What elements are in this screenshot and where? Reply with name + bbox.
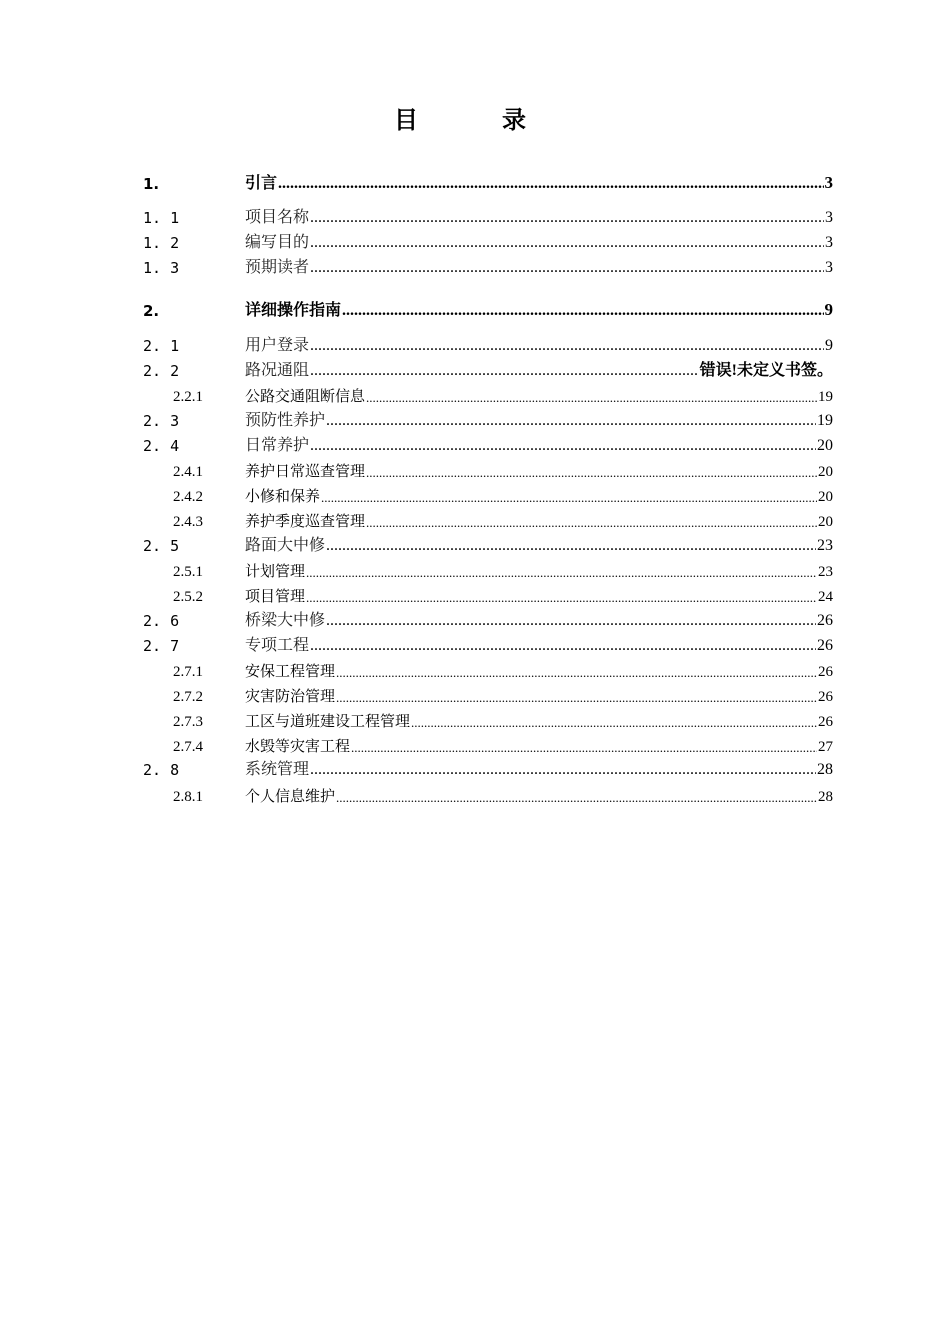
leader-dots	[351, 740, 817, 756]
toc-entry-page: 26	[818, 664, 833, 680]
toc-entry-page: 9	[824, 300, 833, 319]
toc-entry-page: 20	[818, 489, 833, 505]
toc-entry-2-4-1[interactable]	[143, 457, 833, 481]
leader-dots	[310, 337, 824, 355]
leader-dots	[366, 390, 817, 406]
toc-entry-2-8[interactable]	[143, 755, 833, 779]
toc-entry-page: 3	[825, 259, 833, 276]
leader-dots	[326, 537, 816, 555]
toc-entry-number: 1. 1	[143, 209, 180, 227]
toc-entry-2-2[interactable]	[143, 356, 833, 380]
toc-entry-page: 9	[825, 337, 833, 354]
toc-entry-2-7-2[interactable]	[143, 682, 833, 706]
toc-entry-page: 19	[818, 389, 833, 405]
leader-dots	[306, 590, 817, 606]
toc-entry-2-4-2[interactable]	[143, 482, 833, 506]
toc-entry-number: 2.5.1	[173, 564, 203, 580]
leader-dots	[326, 612, 816, 630]
toc-entry-text: 路面大中修	[245, 535, 326, 554]
toc-entry-number: 2. 3	[143, 412, 180, 430]
toc-entry-page: 23	[818, 564, 833, 580]
toc-entry-page: 23	[817, 537, 833, 554]
toc-entry-2-5-2[interactable]	[143, 582, 833, 606]
toc-entry-text: 养护日常巡查管理	[245, 462, 366, 480]
toc-entry-text: 项目管理	[245, 587, 306, 605]
toc-entry-number: 2.7.1	[173, 664, 203, 680]
toc-entry-number: 2. 2	[143, 362, 180, 380]
toc-entry-text: 小修和保养	[245, 487, 321, 505]
toc-entry-page: 20	[818, 464, 833, 480]
toc-entry-2-3[interactable]	[143, 406, 833, 430]
toc-entry-text: 路况通阻	[245, 360, 310, 379]
toc-entry-number: 1. 2	[143, 234, 180, 252]
leader-dots	[278, 175, 823, 193]
toc-entry-2-6[interactable]	[143, 606, 833, 630]
toc-entry-text: 详细操作指南	[245, 300, 342, 319]
toc-entry-page: 28	[818, 789, 833, 805]
toc-entry-text: 工区与道班建设工程管理	[245, 712, 411, 730]
toc-entry-text: 灾害防治管理	[245, 687, 336, 705]
leader-dots	[310, 761, 816, 779]
leader-dots	[310, 259, 824, 277]
toc-entry-number: 2.7.3	[173, 714, 203, 730]
toc-entry-1-2[interactable]	[143, 228, 833, 252]
toc-entry-text: 用户登录	[245, 335, 310, 354]
toc-entry-2[interactable]	[143, 296, 833, 320]
toc-entry-text: 专项工程	[245, 635, 310, 654]
leader-dots	[326, 412, 816, 430]
toc-entry-number: 2. 4	[143, 437, 180, 455]
toc-entry-number: 2. 5	[143, 537, 180, 555]
leader-dots	[336, 690, 817, 706]
toc-entry-page: 26	[818, 689, 833, 705]
toc-entry-number: 2.2.1	[173, 389, 203, 405]
toc-entry-1-3[interactable]	[143, 253, 833, 277]
toc-entry-2-5-1[interactable]	[143, 557, 833, 581]
toc-entry-text: 计划管理	[245, 562, 306, 580]
toc-entry-2-1[interactable]	[143, 331, 833, 355]
toc-entry-2-7-1[interactable]	[143, 657, 833, 681]
toc-entry-page: 26	[818, 714, 833, 730]
toc-entry-2-2-1[interactable]	[143, 382, 833, 406]
toc-entry-2-7[interactable]	[143, 631, 833, 655]
leader-dots	[310, 209, 824, 227]
toc-entry-page: 3	[825, 234, 833, 251]
toc-entry-page: 3	[824, 173, 833, 192]
leader-dots	[366, 465, 817, 481]
toc-entry-number: 2.7.2	[173, 689, 203, 705]
toc-entry-page: 24	[818, 589, 833, 605]
toc-entry-number: 2.4.3	[173, 514, 203, 530]
toc-entry-number: 2.7.4	[173, 739, 203, 755]
toc-entry-number: 1.	[143, 175, 160, 193]
toc-title: 目 录	[394, 106, 556, 134]
bookmark-error: 错误!未定义书签。	[699, 362, 833, 379]
toc-entry-page: 26	[817, 612, 833, 629]
toc-entry-text: 项目名称	[245, 207, 310, 226]
toc-entry-number: 2. 7	[143, 637, 180, 655]
toc-entry-number: 2. 8	[143, 761, 180, 779]
toc-entry-page: 19	[817, 412, 833, 429]
toc-entry-text: 日常养护	[245, 435, 310, 454]
toc-entry-text: 预防性养护	[245, 410, 326, 429]
leader-dots	[336, 790, 817, 806]
leader-dots	[366, 515, 817, 531]
toc-entry-number: 2.8.1	[173, 789, 203, 805]
toc-entry-page: 28	[817, 761, 833, 778]
toc-entry-number: 2. 6	[143, 612, 180, 630]
leader-dots	[321, 490, 817, 506]
leader-dots	[342, 302, 823, 320]
toc-entry-text: 系统管理	[245, 759, 310, 778]
toc-entry-text: 编写目的	[245, 232, 310, 251]
toc-entry-text: 预期读者	[245, 257, 310, 276]
leader-dots	[310, 637, 816, 655]
toc-entry-text: 公路交通阻断信息	[245, 387, 366, 405]
toc-entry-1[interactable]	[143, 169, 833, 193]
toc-entry-2-7-3[interactable]	[143, 707, 833, 731]
toc-entry-number: 2. 1	[143, 337, 180, 355]
toc-entry-text: 个人信息维护	[245, 787, 336, 805]
toc-entry-text: 桥梁大中修	[245, 610, 326, 629]
leader-dots	[310, 437, 816, 455]
toc-entry-text: 水毁等灾害工程	[245, 737, 351, 755]
leader-dots	[306, 565, 817, 581]
leader-dots	[336, 665, 817, 681]
toc-entry-text: 养护季度巡查管理	[245, 512, 366, 530]
toc-entry-page: 3	[825, 209, 833, 226]
toc-entry-2-4-3[interactable]	[143, 507, 833, 531]
toc-entry-number: 2.4.1	[173, 464, 203, 480]
leader-dots	[411, 715, 817, 731]
toc-entry-page: 20	[818, 514, 833, 530]
toc-entry-text: 引言	[245, 173, 278, 192]
toc-entry-2-8-1[interactable]	[143, 782, 833, 806]
toc-entry-2-4[interactable]	[143, 431, 833, 455]
toc-entry-1-1[interactable]	[143, 203, 833, 227]
toc-entry-page: 26	[817, 637, 833, 654]
leader-dots	[310, 362, 699, 380]
toc-entry-page: 27	[818, 739, 833, 755]
toc-entry-number: 1. 3	[143, 259, 180, 277]
toc-entry-2-5[interactable]	[143, 531, 833, 555]
toc-entry-2-7-4[interactable]	[143, 732, 833, 756]
toc-entry-number: 2.	[143, 302, 160, 320]
toc-entry-text: 安保工程管理	[245, 662, 336, 680]
toc-entry-number: 2.5.2	[173, 589, 203, 605]
toc-entry-number: 2.4.2	[173, 489, 203, 505]
toc-entry-page: 20	[817, 437, 833, 454]
leader-dots	[310, 234, 824, 252]
